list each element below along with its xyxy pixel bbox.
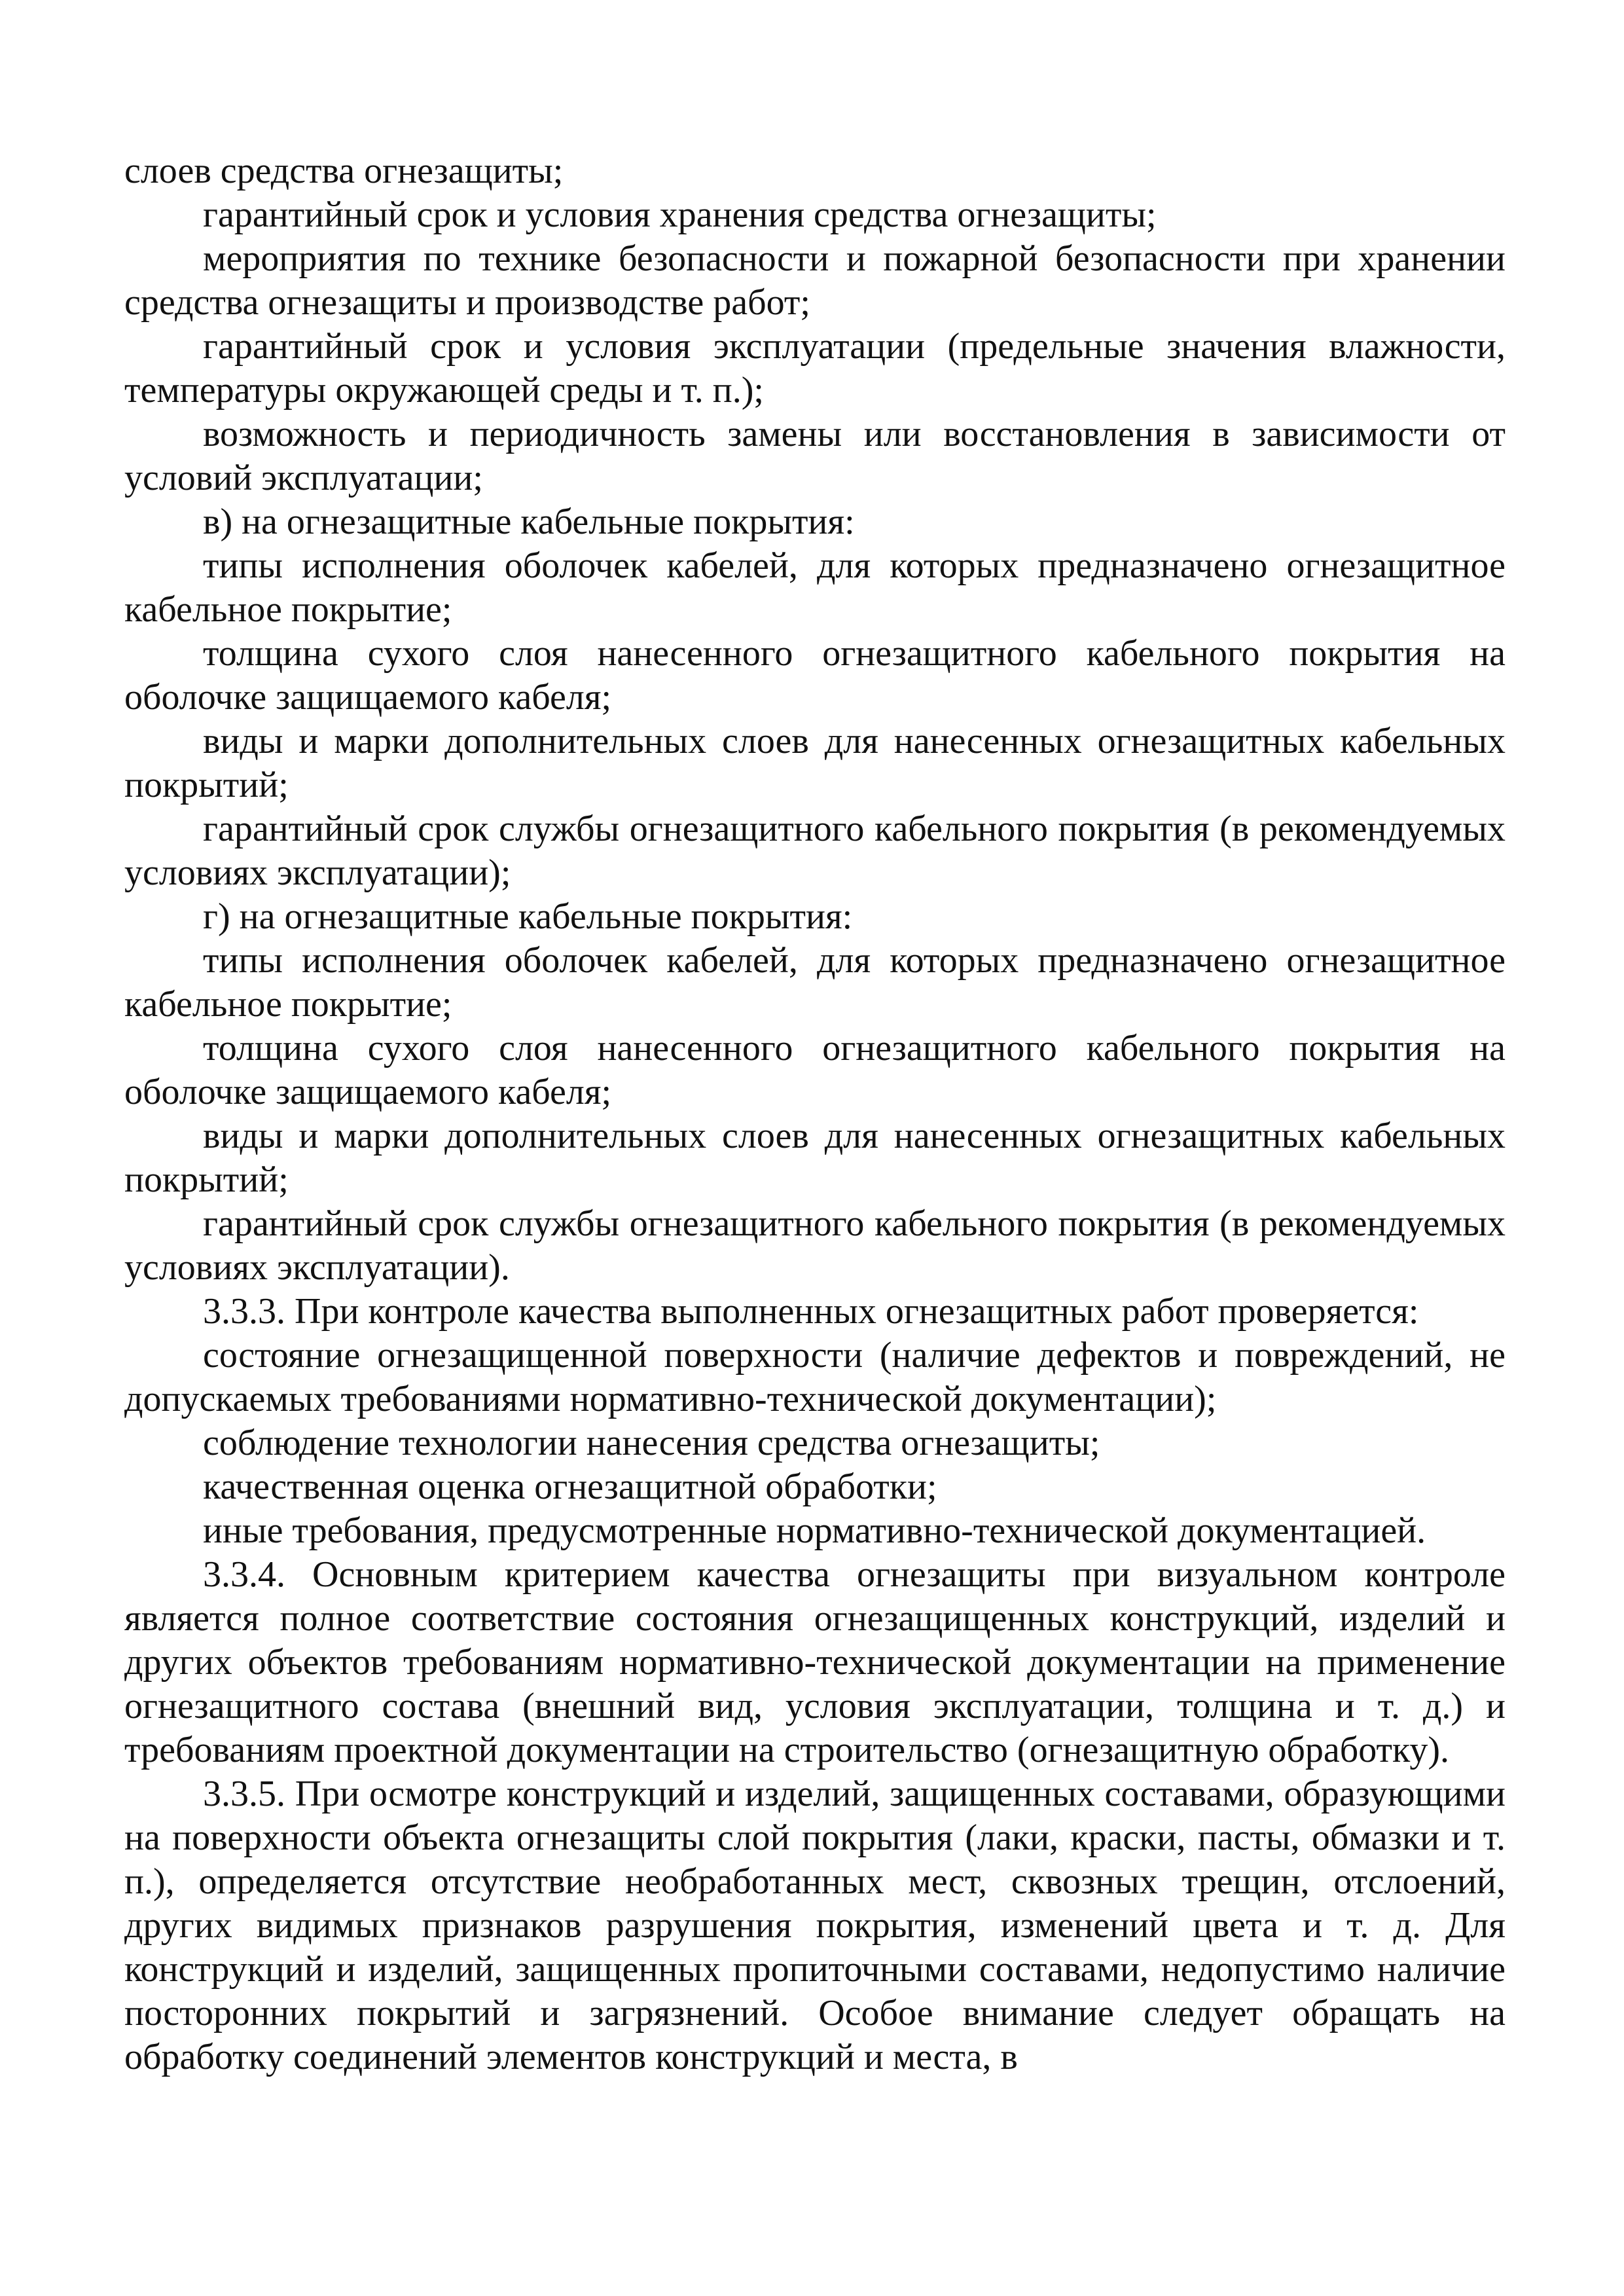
paragraph: мероприятия по технике безопасности и пожарной безопасности при хранении средства огнезащиты и производстве работ; [124,238,1506,323]
document-body [124,149,1506,2079]
paragraph: 3.3.5. При осмотре конструкций и изделий, защищенных составами, образующими на поверхности объекта огнезащиты слой покрытия (лаки, краски, пасты, обмазки и т. п.), определяется отсутствие необработанных мест, сквозных трещин, отслоений, других видимых признаков разрушения покрытия, изменений цвета и т. д. Для конструкций и изделий, защищенных пропиточными составами, недопустимо наличие посторонних покрытий и загрязнений. Особое внимание следует обращать на обработку соединений элементов конструкций и места, в [124,1774,1506,2077]
paragraph: типы исполнения оболочек кабелей, для которых предназначено огнезащитное кабельное покрытие; [124,940,1506,1025]
paragraph: качественная оценка огнезащитной обработки; [203,1467,937,1507]
paragraph: толщина сухого слоя нанесенного огнезащитного кабельного покрытия на оболочке защищаемого кабеля; [124,1028,1506,1112]
paragraph: гарантийный срок службы огнезащитного кабельного покрытия (в рекомендуемых условиях эксплуатации); [124,809,1506,893]
paragraph: гарантийный срок и условия эксплуатации (предельные значения влажности, температуры окружающей среды и т. п.); [124,326,1506,410]
paragraph: типы исполнения оболочек кабелей, для которых предназначено огнезащитное кабельное покрытие; [124,545,1506,630]
paragraph: соблюдение технологии нанесения средства огнезащиты; [203,1423,1100,1463]
paragraph: 3.3.3. При контроле качества выполненных огнезащитных работ проверяется: [203,1291,1419,1332]
paragraph: слоев средства огнезащиты; [124,151,564,191]
paragraph: гарантийный срок и условия хранения средства огнезащиты; [203,194,1157,235]
paragraph: состояние огнезащищенной поверхности (наличие дефектов и повреждений, не допускаемых требованиями нормативно-технической документации); [124,1335,1506,1419]
paragraph: 3.3.4. Основным критерием качества огнезащиты при визуальном контроле является полное соответствие состояния огнезащищенных конструкций, изделий и других объектов требованиям нормативно-технической документации на применение огнезащитного состава (внешний вид, условия эксплуатации, толщина и т. д.) и требованиям проектной документации на строительство (огнезащитную обработку). [124,1554,1506,1770]
paragraph: в) на огнезащитные кабельные покрытия: [203,501,855,542]
paragraph: г) на огнезащитные кабельные покрытия: [203,896,853,937]
paragraph: виды и марки дополнительных слоев для нанесенных огнезащитных кабельных покрытий; [124,1116,1506,1200]
paragraph: иные требования, предусмотренные нормативно-технической документацией. [203,1510,1426,1551]
paragraph: виды и марки дополнительных слоев для нанесенных огнезащитных кабельных покрытий; [124,721,1506,805]
paragraph: гарантийный срок службы огнезащитного кабельного покрытия (в рекомендуемых условиях эксплуатации). [124,1203,1506,1288]
paragraph: толщина сухого слоя нанесенного огнезащитного кабельного покрытия на оболочке защищаемого кабеля; [124,633,1506,718]
paragraph: возможность и периодичность замены или восстановления в зависимости от условий эксплуатации; [124,414,1506,498]
